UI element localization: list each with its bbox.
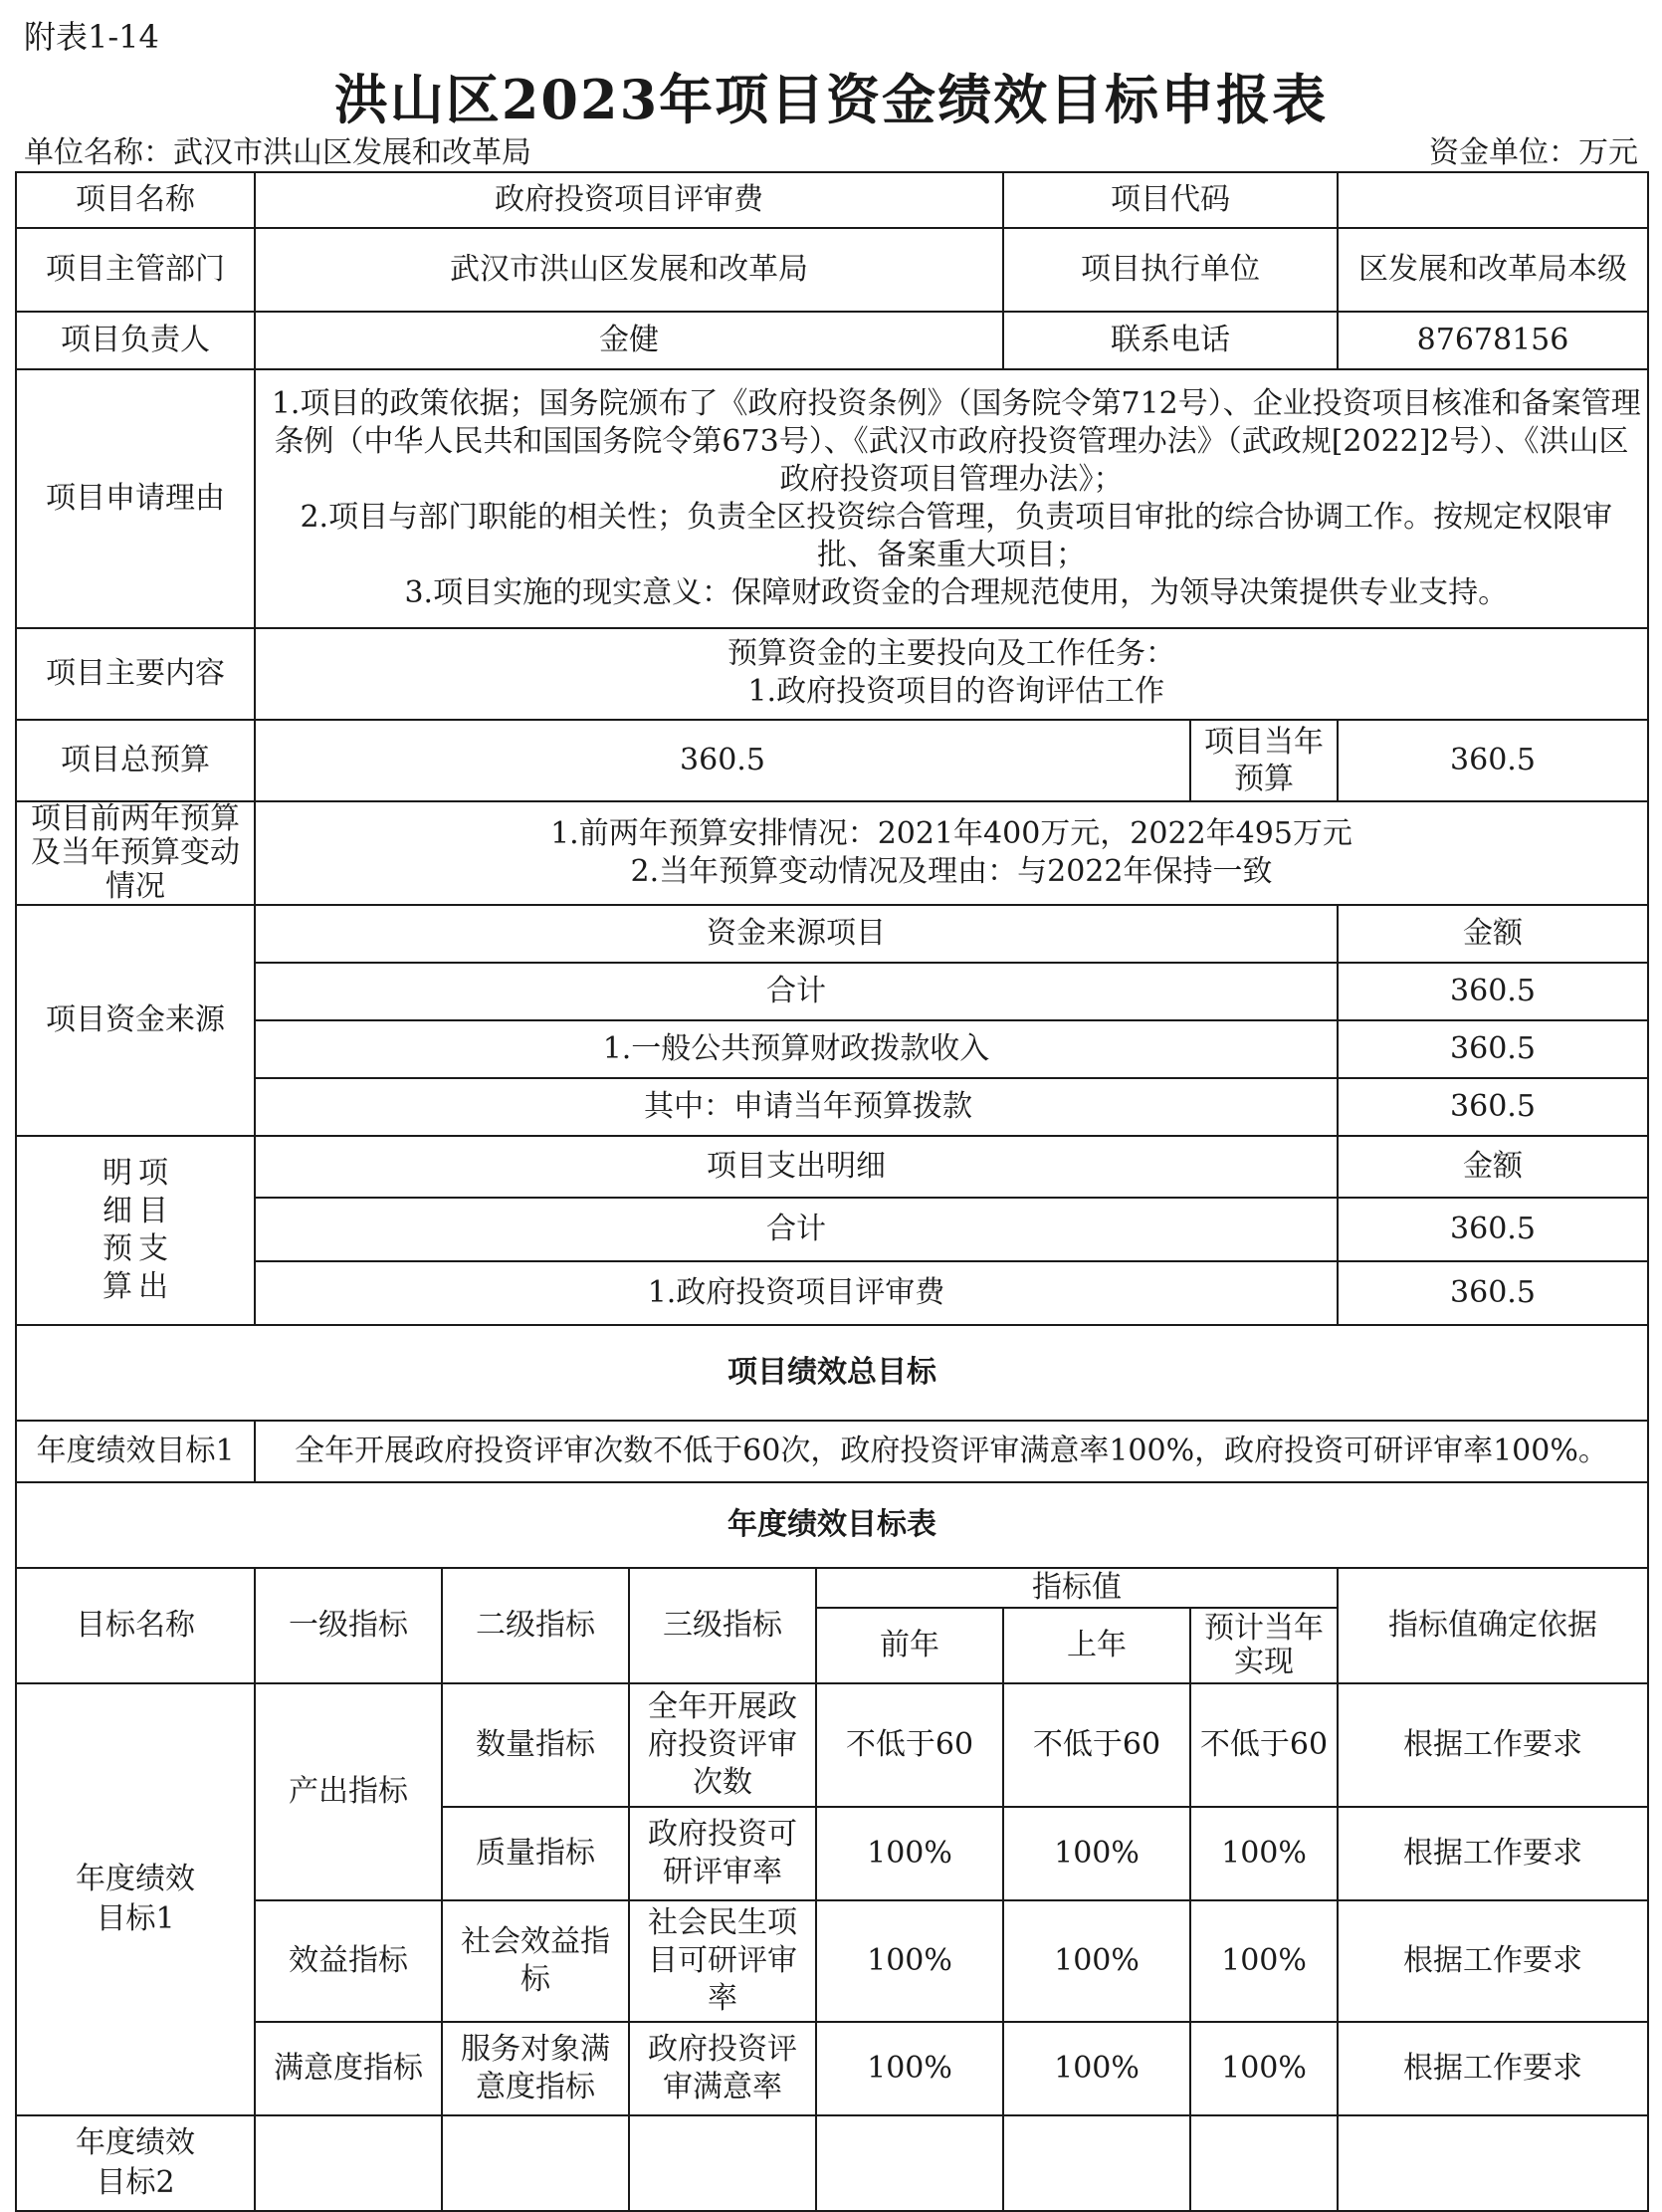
table-row [16, 172, 1648, 228]
header-level2: 二级指标 [442, 1568, 629, 1683]
table-row [16, 1325, 1648, 1421]
detail-total-value: 360.5 [1338, 1198, 1648, 1261]
empty-cell [1003, 2115, 1190, 2211]
exec-unit-label: 项目执行单位 [1003, 228, 1338, 312]
row1-expect: 不低于60 [1190, 1683, 1338, 1807]
row1-level1: 产出指标 [255, 1683, 442, 1900]
project-code-value [1338, 172, 1648, 228]
fund-unit: 资金单位：万元 [1429, 135, 1638, 170]
annual-goal2-text: 年度绩效目标2 [76, 2124, 195, 2200]
row4-basis: 根据工作要求 [1338, 2022, 1648, 2115]
row4-last: 100% [1003, 2022, 1190, 2115]
unit-name: 单位名称：武汉市洪山区发展和改革局 [24, 135, 531, 170]
detail-label-col1: 明细预算 [103, 1156, 132, 1304]
table-row [16, 312, 1648, 369]
empty-cell [816, 2115, 1003, 2211]
row4-level2: 服务对象满意度指标 [442, 2022, 629, 2115]
row4-level1: 满意度指标 [255, 2022, 442, 2115]
detail-header-amount: 金额 [1338, 1136, 1648, 1198]
annual-section-title: 年度绩效目标表 [16, 1482, 1648, 1568]
reason-line-1: 1.项目的政策依据；国务院颁布了《政府投资条例》（国务院令第712号）、企业投资项目核准和备案管理条例（中华人民共和国国务院令第673号）、《武汉市政府投资管理办法》（武政规[2022]2号）、《洪山区政府投资项目管理办法》； [262, 386, 1641, 497]
table-row [16, 1568, 1648, 1608]
content-line-1: 预算资金的主要投向及工作任务： [727, 636, 1175, 671]
row1-basis: 根据工作要求 [1338, 1683, 1648, 1807]
header-basis: 指标值确定依据 [1338, 1568, 1648, 1683]
page-title: 洪山区2023年项目资金绩效目标申报表 [333, 68, 1329, 131]
detail-label [16, 1136, 255, 1325]
table-row [16, 1078, 1648, 1136]
header-last-year: 上年 [1003, 1608, 1190, 1683]
empty-cell [1338, 2115, 1648, 2211]
project-name-label: 项目名称 [16, 172, 255, 228]
table-row [16, 720, 1648, 801]
reason-label: 项目申请理由 [16, 369, 255, 628]
annual-goal1-text: 年度绩效目标1 [76, 1861, 195, 1936]
source-header-item: 资金来源项目 [255, 905, 1338, 963]
table-row [16, 2022, 1648, 2115]
overall-goal-label: 年度绩效目标1 [16, 1421, 255, 1482]
row3-prev: 100% [816, 1900, 1003, 2022]
row3-last: 100% [1003, 1900, 1190, 2022]
table-row [16, 963, 1648, 1020]
table-row [16, 628, 1648, 720]
row3-level3: 社会民生项目可研评审率 [629, 1900, 816, 2022]
change-label: 项目前两年预算及当年预算变动情况 [16, 801, 255, 905]
project-code-label: 项目代码 [1003, 172, 1338, 228]
empty-cell [442, 2115, 629, 2211]
row2-expect: 100% [1190, 1807, 1338, 1900]
current-budget-value: 360.5 [1338, 720, 1648, 801]
detail-label-col2: 项目支出 [138, 1156, 168, 1304]
overall-goal-text: 全年开展政府投资评审次数不低于60次，政府投资评审满意率100%，政府投资可研评审率100%。 [255, 1421, 1648, 1482]
dept-value: 武汉市洪山区发展和改革局 [255, 228, 1003, 312]
header-goal-name: 目标名称 [16, 1568, 255, 1683]
detail-total-label: 合计 [255, 1198, 1338, 1261]
table-row [16, 801, 1648, 905]
header-indicator-value: 指标值 [816, 1568, 1338, 1608]
annual-goal2-label [16, 2115, 255, 2211]
source-row2-value: 360.5 [1338, 1078, 1648, 1136]
row1-level2: 数量指标 [442, 1683, 629, 1807]
source-label: 项目资金来源 [16, 905, 255, 1136]
reason-line-2: 2.项目与部门职能的相关性；负责全区投资综合管理，负责项目审批的综合协调工作。按规定权限审批、备案重大项目； [290, 500, 1613, 572]
row1-prev: 不低于60 [816, 1683, 1003, 1807]
source-row1-label: 1.一般公共预算财政拨款收入 [255, 1020, 1338, 1078]
row2-prev: 100% [816, 1807, 1003, 1900]
table-row [16, 1261, 1648, 1325]
table-row [16, 1482, 1648, 1568]
header-level1: 一级指标 [255, 1568, 442, 1683]
table-row [16, 1020, 1648, 1078]
table-row [16, 228, 1648, 312]
row2-level2: 质量指标 [442, 1807, 629, 1900]
source-header-amount: 金额 [1338, 905, 1648, 963]
reason-line-3: 3.项目实施的现实意义：保障财政资金的合理规范使用，为领导决策提供专业支持。 [394, 575, 1509, 610]
empty-cell [255, 2115, 442, 2211]
row1-last: 不低于60 [1003, 1683, 1190, 1807]
source-row2-label: 其中：申请当年预算拨款 [255, 1078, 1338, 1136]
row4-expect: 100% [1190, 2022, 1338, 2115]
row3-level1: 效益指标 [255, 1900, 442, 2022]
row3-expect: 100% [1190, 1900, 1338, 2022]
table-row [16, 1198, 1648, 1261]
row2-last: 100% [1003, 1807, 1190, 1900]
header-level3: 三级指标 [629, 1568, 816, 1683]
table-row [16, 2115, 1648, 2211]
attachment-label: 附表1-14 [24, 18, 159, 56]
empty-cell [629, 2115, 816, 2211]
source-total-value: 360.5 [1338, 963, 1648, 1020]
row2-level3: 政府投资可研评审率 [629, 1807, 816, 1900]
exec-unit-value: 区发展和改革局本级 [1338, 228, 1648, 312]
table-row [16, 1900, 1648, 2022]
change-line-2: 2.当年预算变动情况及理由：与2022年保持一致 [630, 854, 1273, 889]
row1-level3: 全年开展政府投资评审次数 [629, 1683, 816, 1807]
phone-value: 87678156 [1338, 312, 1648, 369]
annual-goal1-label [16, 1683, 255, 2115]
content-label: 项目主要内容 [16, 628, 255, 720]
table-row [16, 905, 1648, 963]
row4-level3: 政府投资评审满意率 [629, 2022, 816, 2115]
change-line-1: 1.前两年预算安排情况：2021年400万元，2022年495万元 [550, 816, 1352, 851]
empty-cell [1190, 2115, 1338, 2211]
detail-row1-value: 360.5 [1338, 1261, 1648, 1325]
table-row [16, 1421, 1648, 1482]
phone-label: 联系电话 [1003, 312, 1338, 369]
dept-label: 项目主管部门 [16, 228, 255, 312]
table-row [16, 1683, 1648, 1807]
row3-basis: 根据工作要求 [1338, 1900, 1648, 2022]
overall-section-title: 项目绩效总目标 [16, 1325, 1648, 1421]
total-budget-label: 项目总预算 [16, 720, 255, 801]
detail-header-item: 项目支出明细 [255, 1136, 1338, 1198]
table-row [16, 1136, 1648, 1198]
total-budget-value: 360.5 [255, 720, 1190, 801]
header-expected: 预计当年实现 [1190, 1608, 1338, 1683]
detail-row1-label: 1.政府投资项目评审费 [255, 1261, 1338, 1325]
current-budget-label: 项目当年预算 [1190, 720, 1338, 801]
table-row [16, 369, 1648, 628]
header-prev-year: 前年 [816, 1608, 1003, 1683]
performance-target-table [15, 171, 1649, 2212]
leader-value: 金健 [255, 312, 1003, 369]
row2-basis: 根据工作要求 [1338, 1807, 1648, 1900]
source-row1-value: 360.5 [1338, 1020, 1648, 1078]
leader-label: 项目负责人 [16, 312, 255, 369]
row4-prev: 100% [816, 2022, 1003, 2115]
content-line-2: 1.政府投资项目的咨询评估工作 [737, 674, 1165, 709]
source-total-label: 合计 [255, 963, 1338, 1020]
row3-level2: 社会效益指标 [442, 1900, 629, 2022]
project-name-value: 政府投资项目评审费 [255, 172, 1003, 228]
